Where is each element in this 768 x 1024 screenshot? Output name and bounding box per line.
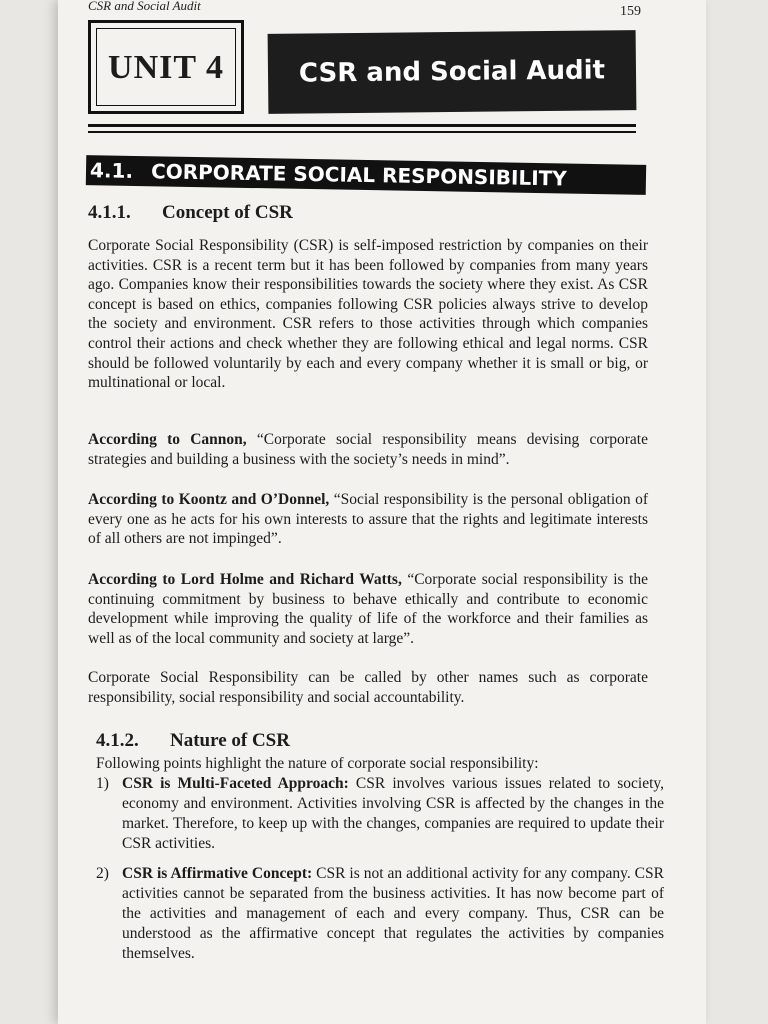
subsection-title: Concept of CSR xyxy=(162,202,293,223)
definition-koontz xyxy=(88,490,648,549)
divider-rule-top xyxy=(88,124,636,127)
definition-quote: “Social responsibility is the personal obligation of every one as he acts for his own interests to assure that the rights and legitimate interests of all others are not impinged”. xyxy=(88,491,649,548)
subsection-heading-nature xyxy=(96,730,290,752)
unit-label: UNIT 4 xyxy=(108,49,224,86)
definition-quote: “Corporate social responsibility is the continuing commitment by business to behave ethically and contribute to economic development while improving the quality of life of the workforce and their families as well as of the local community and society at large”. xyxy=(88,571,648,647)
definition-source: According to Cannon, xyxy=(88,431,247,448)
page-number: 159 xyxy=(620,4,641,19)
running-head: CSR and Social Audit xyxy=(88,0,201,13)
other-names-paragraph: Corporate Social Responsibility can be called by other names such as corporate responsibility, social responsibility and social accountability. xyxy=(88,669,648,706)
concept-paragraph: Corporate Social Responsibility (CSR) is self-imposed restriction by companies on their activities. CSR is a recent term but it has been followed by companies from many years ago. Companies know their responsibilities towards the society where they exist. As CSR concept is based on ethics, companies following CSR policies always strive to develop the society and environment. CSR refers to those activities through which companies control their actions and check whether they are following ethical and legal norms. CSR should be followed voluntarily by each and every company whether it is small or big, or multinational or local. xyxy=(88,237,648,392)
subsection-heading-concept xyxy=(88,202,293,224)
section-title: CORPORATE SOCIAL RESPONSIBILITY xyxy=(150,159,567,191)
list-item xyxy=(96,774,664,854)
divider-rule-bottom xyxy=(88,131,636,133)
unit-box xyxy=(88,20,244,114)
list-number: 2) xyxy=(96,865,109,882)
definition-cannon xyxy=(88,430,648,469)
subsection-number: 4.1.1. xyxy=(88,202,131,223)
list-item-title: CSR is Multi-Faceted Approach: xyxy=(122,775,349,792)
definition-source: According to Lord Holme and Richard Watts, xyxy=(88,571,402,588)
unit-title: CSR and Social Audit xyxy=(268,30,637,114)
definition-quote: “Corporate social responsibility means devising corporate strategies and building a business with the society’s needs in mind”. xyxy=(88,431,648,468)
list-item-text: CSR involves various issues related to society, economy and environment. Activities involving CSR is affected by the changes in the market. Therefore, to keep up with the changes, companies are required to update their CSR activities. xyxy=(122,775,664,852)
list-item-text: CSR is not an additional activity for any company. CSR activities cannot be separated from the business activities. It has now become part of the activities and management of each and every company. Thus, CSR can be understood as the affirmative concept that regulates the activities by companies themselves. xyxy=(122,865,664,962)
definition-source: According to Koontz and O’Donnel, xyxy=(88,491,330,508)
list-item xyxy=(96,864,664,964)
definition-holme-watts xyxy=(88,570,648,648)
subsection-number: 4.1.2. xyxy=(96,730,139,751)
list-number: 1) xyxy=(96,775,109,792)
list-item-title: CSR is Affirmative Concept: xyxy=(122,865,313,882)
nature-intro: Following points highlight the nature of corporate social responsibility: xyxy=(96,755,539,772)
section-number: 4.1. xyxy=(89,158,134,183)
subsection-title: Nature of CSR xyxy=(170,730,290,751)
